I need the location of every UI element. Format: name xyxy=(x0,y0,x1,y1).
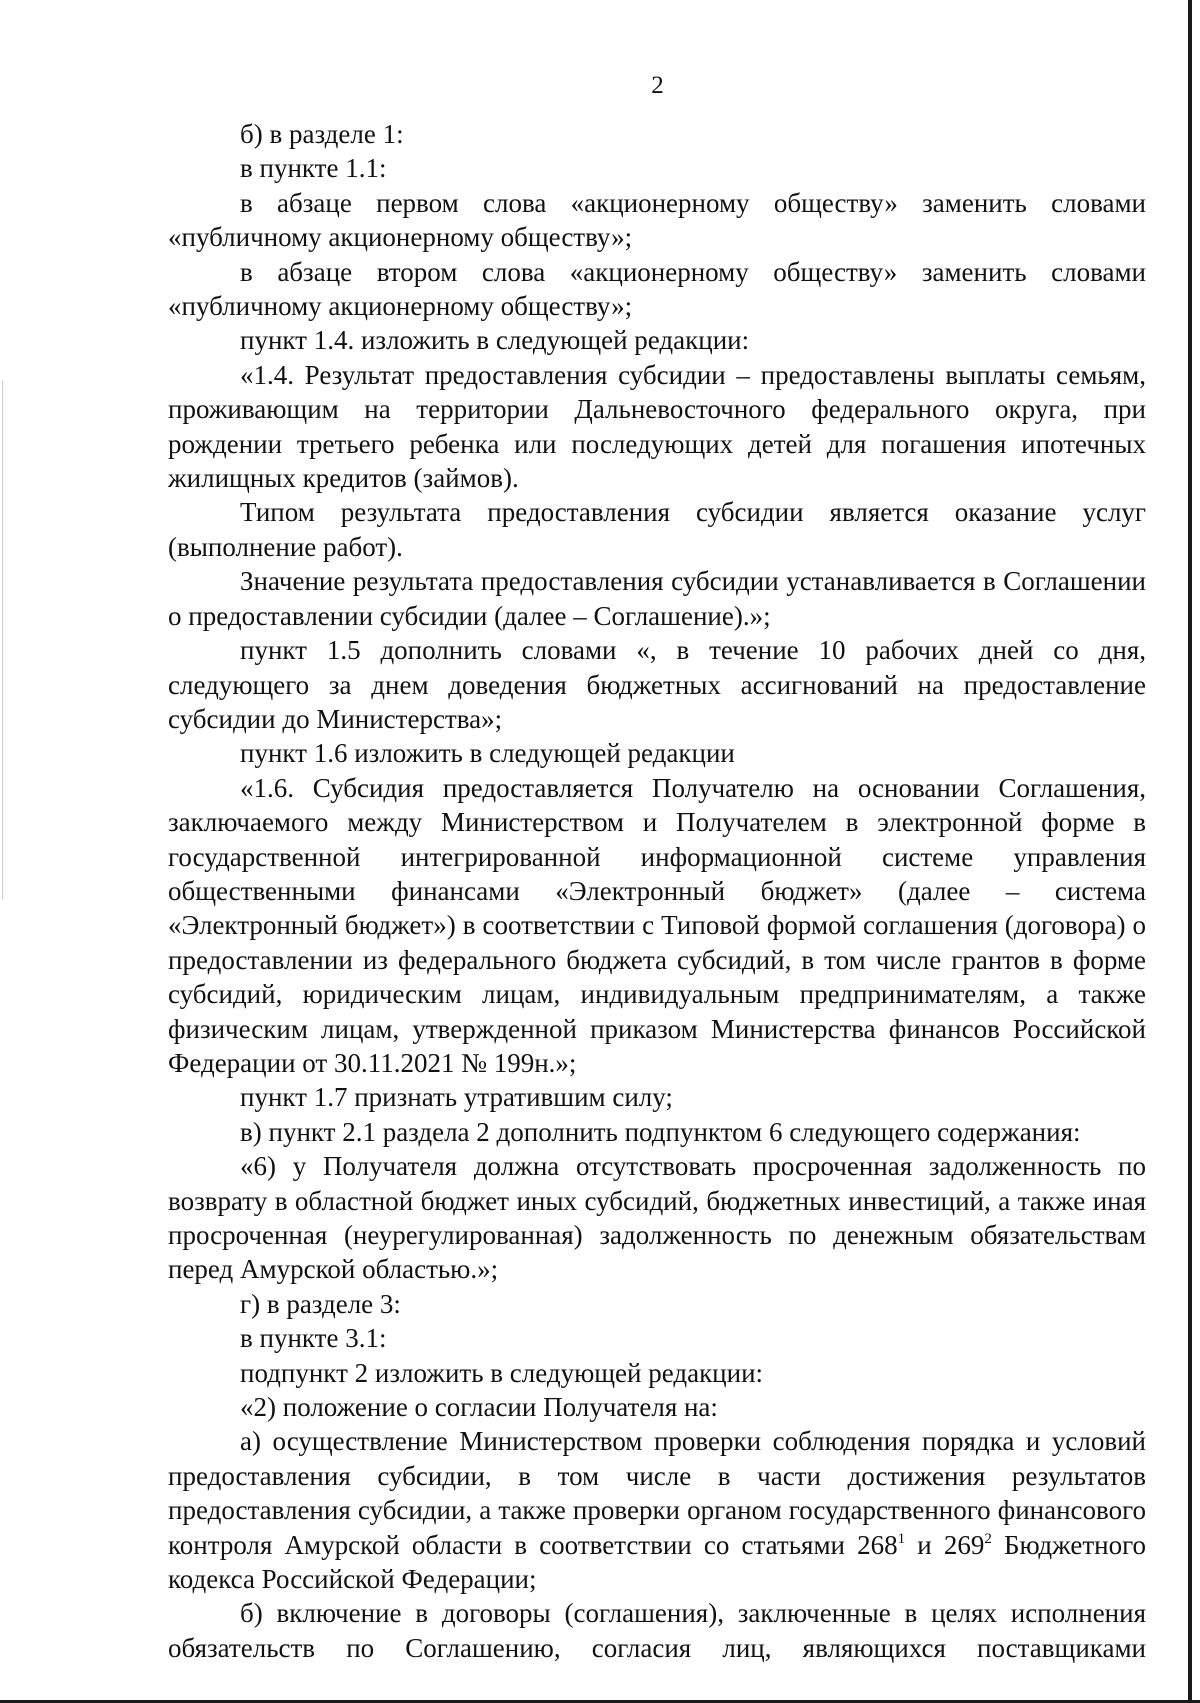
scan-border-right xyxy=(1188,0,1192,1703)
paragraph-a-text: Бюджетного кодекса Российской Федерации; xyxy=(168,1529,1146,1595)
scan-edge-mark xyxy=(2,380,3,900)
document-body xyxy=(168,117,1146,1665)
superscript: 2 xyxy=(984,1530,992,1547)
paragraph-a-text: и 269 xyxy=(905,1529,985,1560)
paragraph: в) пункт 2.1 раздела 2 дополнить подпунктом 6 следующего содержания: xyxy=(240,1116,1081,1147)
paragraph-a xyxy=(168,1424,1146,1596)
paragraph: в абзаце втором слова «акционерному обществу» заменить словами «публичному акционерному обществу»; xyxy=(168,256,1146,322)
paragraph: пункт 1.6 изложить в следующей редакции xyxy=(240,738,735,769)
paragraph: «2) положение о согласии Получателя на: xyxy=(240,1392,718,1423)
paragraph: в пункте 1.1: xyxy=(240,153,387,184)
paragraph: г) в разделе 3: xyxy=(240,1288,401,1319)
paragraph: в пункте 3.1: xyxy=(240,1323,387,1354)
paragraph: пункт 1.5 дополнить словами «, в течение 10 рабочих дней со дня, следующего за днем доведения бюджетных ассигнований на предоставление субсидии до Министерства»; xyxy=(168,635,1146,734)
paragraph: в абзаце первом слова «акционерному обществу» заменить словами «публичному акционерному обществу»; xyxy=(168,187,1146,253)
paragraph: пункт 1.7 признать утратившим силу; xyxy=(240,1082,673,1113)
paragraph: б) в разделе 1: xyxy=(240,119,404,149)
page-number: 2 xyxy=(651,72,664,99)
paragraph: «6) у Получателя должна отсутствовать просроченная задолженность по возврату в областной бюджет иных субсидий, бюджетных инвестиций, а также иная просроченная (неурегулированная) задолженность по денежным обязательствам перед Амурской областью.»; xyxy=(168,1151,1146,1285)
paragraph: «1.4. Результат предоставления субсидии – предоставлены выплаты семьям, проживающим на территории Дальневосточного федерального округа, при рождении третьего ребенка или последующих детей для погашения ипотечных жилищных кредитов (займов). xyxy=(168,359,1146,494)
paragraph: пункт 1.4. изложить в следующей редакции: xyxy=(240,325,750,356)
paragraph-a-text: а) осуществление Министерством проверки соблюдения порядка и условий предоставления субсидии, в том числе в части достижения результатов предоставления субсидии, а также проверки органом государственного финансового контроля Амурской области в соответствии со статьями 268 xyxy=(168,1426,1146,1560)
paragraph: Значение результата предоставления субсидии устанавливается в Соглашении о предоставлении субсидии (далее – Соглашение).»; xyxy=(168,566,1146,631)
paragraph: подпункт 2 изложить в следующей редакции: xyxy=(240,1357,764,1388)
paragraph: «1.6. Субсидия предоставляется Получателю на основании Соглашения, заключаемого между Министерством и Получателем в электронной форме в государственной интегрированной информационной системе управления общественными финансами «Электронный бюджет» (далее – система «Электронный бюджет») в соответствии с Типовой формой соглашения (договора) о предоставлении из федерального бюджета субсидий, в том числе грантов в форме субсидий, юридическим лицам, индивидуальным предпринимателям, а также физическим лицам, утвержденной приказом Министерства финансов Российской Федерации от 30.11.2021 № 199н.»; xyxy=(168,772,1146,1078)
paragraph-b: б) включение в договоры (соглашения), заключенные в целях исполнения обязательств по Соглашению, согласия лиц, являющихся поставщиками xyxy=(168,1598,1146,1663)
superscript: 1 xyxy=(897,1530,906,1547)
paragraph: Типом результата предоставления субсидии является оказание услуг (выполнение работ). xyxy=(168,497,1146,562)
